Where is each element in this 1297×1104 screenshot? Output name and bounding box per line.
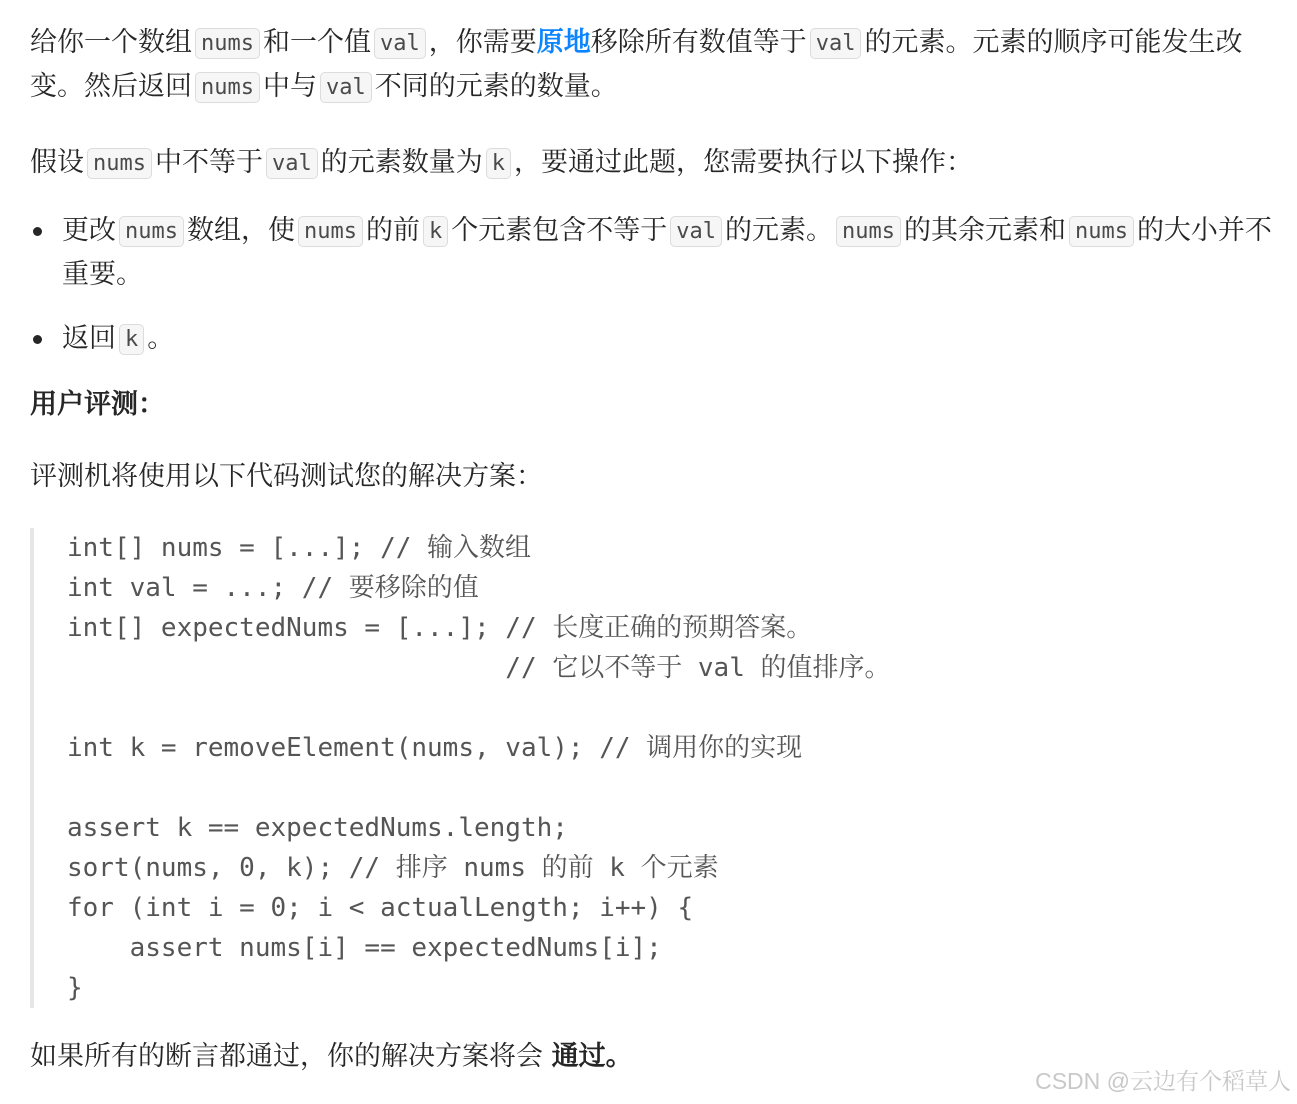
text: 数组，使: [186, 215, 295, 246]
inline-code: nums: [836, 216, 901, 247]
inline-code: val: [320, 72, 372, 103]
inline-code: nums: [1069, 216, 1134, 247]
bullet-icon: [33, 227, 42, 236]
text: 的大小并不重要。: [62, 215, 1272, 290]
inline-code: val: [374, 28, 426, 59]
inline-code: k: [119, 324, 144, 355]
code-block: [30, 528, 1280, 1008]
text: 的元素。元素的顺序可能发生改变。然后返回: [30, 27, 1243, 102]
text: 个元素包含不等于: [451, 215, 668, 246]
in-place-link[interactable]: 原地: [536, 27, 591, 58]
text: 不同的元素的数量。: [374, 71, 618, 102]
bullet-icon: [33, 335, 42, 344]
text: 中与: [262, 71, 317, 102]
text: 的元素。: [724, 215, 833, 246]
list-item: [30, 318, 1280, 362]
text: 移除所有数值等于: [590, 27, 807, 58]
text: 的元素数量为: [320, 147, 483, 178]
watermark: CSDN @云边有个稻草人: [1035, 1068, 1291, 1094]
inline-code: nums: [195, 28, 260, 59]
inline-code: k: [486, 148, 511, 179]
requirements-list: [30, 210, 1280, 362]
inline-code: nums: [119, 216, 184, 247]
text: 更改: [62, 215, 116, 246]
text: 给你一个数组: [30, 27, 192, 58]
text: 返回: [62, 323, 116, 354]
text: 。: [147, 323, 175, 354]
code-text: int[] nums = [...]; // 输入数组 int val = ...; // 要移除的值 int[] expectedNums = [...]; // 长度正确的预期答案。 // 它以不等于 val 的值排序。 int k = removeElement(nums, val); // 调用你的实现 assert k == expectedNums.length; sort(nums, 0, k); // 排序 nums 的前 k 个元素 for (int i = 0; i < actualLength; i++) { assert nums[i] == expectedNums[i]; }: [67, 533, 891, 1003]
inline-code: val: [810, 28, 862, 59]
text: ，你需要: [428, 27, 537, 58]
inline-code: nums: [87, 148, 152, 179]
inline-code: k: [423, 216, 448, 247]
inline-code: val: [266, 148, 318, 179]
inline-code: nums: [298, 216, 363, 247]
assumption-paragraph: [30, 142, 1280, 186]
text: 中不等于: [154, 147, 263, 178]
text: 假设: [30, 147, 84, 178]
list-item: [30, 210, 1280, 296]
description-paragraph: [30, 22, 1280, 110]
intro-text: 评测机将使用以下代码测试您的解决方案：: [30, 461, 543, 492]
inline-code: nums: [195, 72, 260, 103]
pass-text: 通过。: [551, 1041, 633, 1072]
section-heading: 用户评测：: [30, 389, 165, 420]
inline-code: val: [670, 216, 722, 247]
text: 和一个值: [262, 27, 371, 58]
text: ，要通过此题，您需要执行以下操作：: [513, 147, 973, 178]
text: 的前: [365, 215, 420, 246]
problem-content: [30, 22, 1280, 1078]
text: 如果所有的断言都通过，你的解决方案将会: [30, 1041, 543, 1072]
text: 的其余元素和: [903, 215, 1066, 246]
